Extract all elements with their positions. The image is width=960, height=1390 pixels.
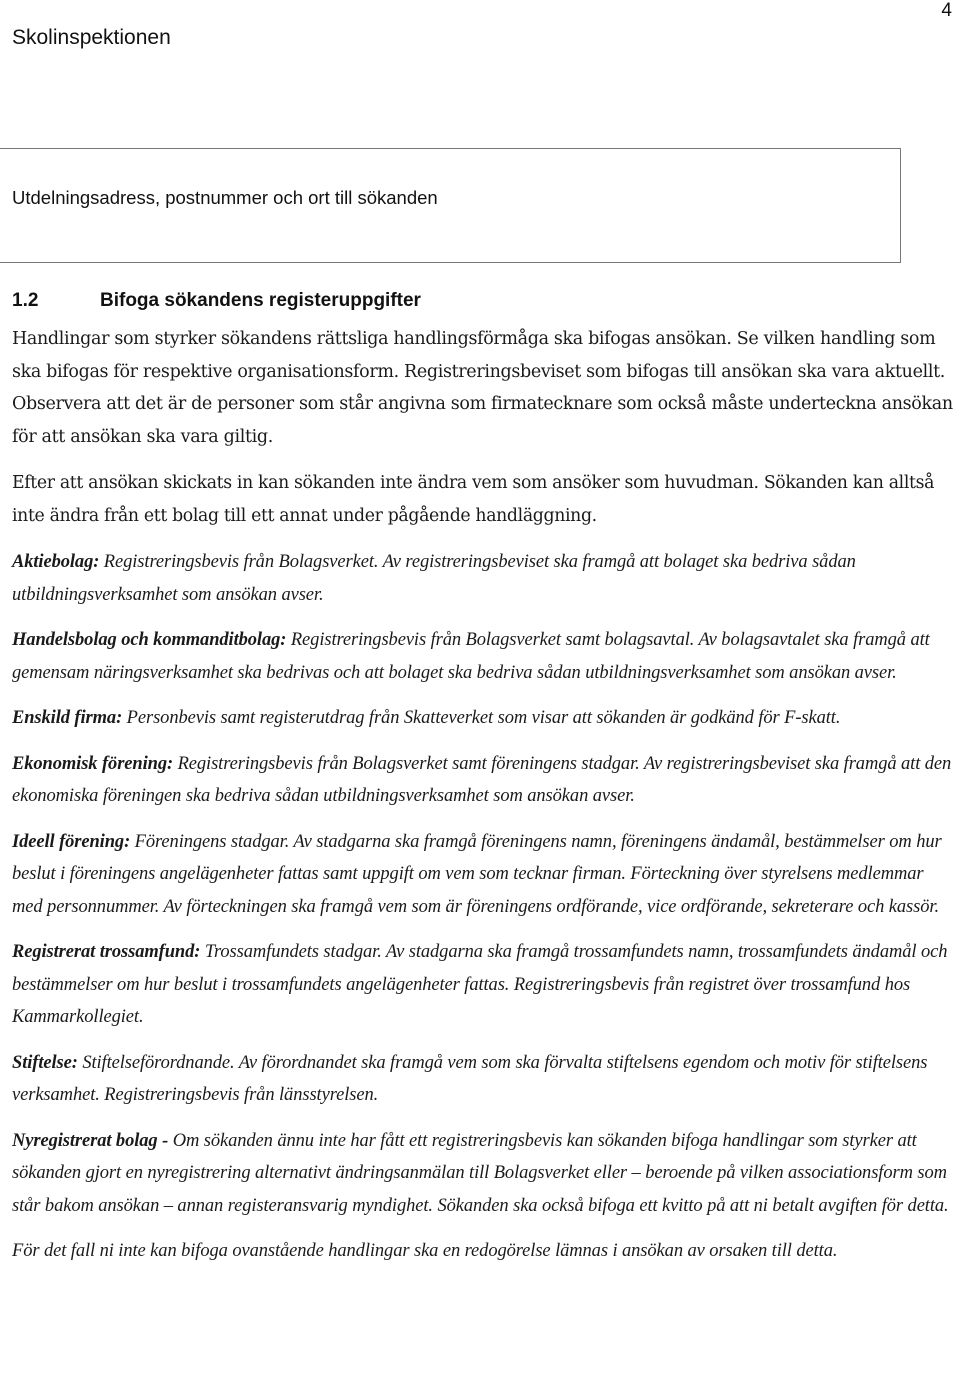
org-form-term: Aktiebolag: (12, 552, 100, 572)
org-form-term: Nyregistrerat bolag - (12, 1130, 169, 1151)
org-form-term: Stiftelse: (12, 1052, 78, 1073)
org-form-term: Enskild firma: (12, 708, 123, 728)
org-form-registrerat-trossamfund (12, 936, 956, 1034)
org-form-text: Trossamfundets stadgar. Av stadgarna ska framgå trossamfundets namn, trossamfundets ändamål och bestämmelser om hur beslut i trossamfundets angelägenheter fattas. Registreringsbevis från registret över trossamfund hos Kammarkollegiet. (12, 942, 948, 1027)
org-form-term: Ideell förening: (12, 831, 131, 852)
section-heading (12, 290, 421, 312)
section-title: Bifoga sökandens registeruppgifter (100, 290, 421, 311)
intro-paragraph: Handlingar som styrker sökandens rättsliga handlingsförmåga ska bifogas ansökan. Se vilken handling som ska bifogas för respektive organisationsform. Registreringsbeviset som bifogas till ansökan ska vara aktuellt. Observera att det är de personer som står angivna som firmatecknare som också måste underteckna ansökan för att ansökan ska vara giltig. (12, 329, 953, 447)
page-number: 4 (941, 0, 952, 21)
org-form-ideell-forening (12, 826, 956, 924)
section-content (12, 323, 956, 1268)
address-field-label: Utdelningsadress, postnummer och ort till sökanden (12, 187, 438, 208)
org-form-ekonomisk-forening (12, 748, 956, 813)
org-form-term: Ekonomisk förening: (12, 753, 174, 774)
org-form-aktiebolag (12, 546, 956, 611)
note-paragraph: Efter att ansökan skickats in kan sökanden inte ändra vem som ansöker som huvudman. Sökanden kan alltså inte ändra från ett bolag till ett annat under pågående handläggning. (12, 473, 935, 526)
document-header-title: Skolinspektionen (12, 26, 171, 49)
org-form-text: Om sökanden ännu inte har fått ett registreringsbevis kan sökanden bifoga handlingar som styrker att sökanden gjort en nyregistrering alternativt ändringsanmälan till Bolagsverket eller – beroende på vilken associationsform som står bakom ansökan – annan registeransvarig myndighet. Sökanden ska också bifoga ett kvitto på att ni betalt avgiften för detta. (12, 1130, 949, 1216)
address-field-box[interactable] (0, 148, 901, 263)
org-form-text: Registreringsbevis från Bolagsverket. Av registreringsbeviset ska framgå att bolaget ska bedriva sådan utbildningsverksamhet som ansökan avser. (12, 552, 856, 605)
org-form-handelsbolag (12, 624, 956, 689)
org-form-enskild-firma (12, 702, 956, 735)
org-form-term: Handelsbolag och kommanditbolag: (12, 630, 287, 650)
org-form-text: Stiftelseförordnande. Av förordnandet ska framgå vem som ska förvalta stiftelsens egendom och motiv för stiftelsens verksamhet. Registreringsbevis från länsstyrelsen. (12, 1052, 928, 1105)
org-form-nyregistrerat-bolag (12, 1125, 956, 1223)
org-form-text: Registreringsbevis från Bolagsverket samt bolagsavtal. Av bolagsavtalet ska framgå att gemensam näringsverksamhet ska bedrivas och att bolaget ska bedriva sådan utbildningsverksamhet som ansökan avser. (12, 630, 930, 683)
org-form-text: Personbevis samt registerutdrag från Skatteverket som visar att sökanden är godkänd för F-skatt. (122, 708, 841, 728)
org-form-text: Föreningens stadgar. Av stadgarna ska framgå föreningens namn, föreningens ändamål, bestämmelser om hur beslut i föreningens angelägenheter fattas samt uppgift om vem som tecknar firman. Förteckning över styrelsens medlemmar med personnummer. Av förteckningen ska framgå vem som är föreningens ordförande, vice ordförande, sekreterare och kassör. (12, 831, 942, 917)
org-form-term: Registrerat trossamfund: (12, 942, 201, 962)
org-form-text: Registreringsbevis från Bolagsverket samt föreningens stadgar. Av registreringsbeviset ska framgå att den ekonomiska föreningen ska bedriva sådan utbildningsverksamhet som ansökan avser. (12, 753, 952, 806)
section-number: 1.2 (12, 290, 39, 311)
org-form-stiftelse (12, 1047, 956, 1112)
closing-paragraph: För det fall ni inte kan bifoga ovanstående handlingar ska en redogörelse lämnas i ansökan av orsaken till detta. (12, 1241, 838, 1261)
